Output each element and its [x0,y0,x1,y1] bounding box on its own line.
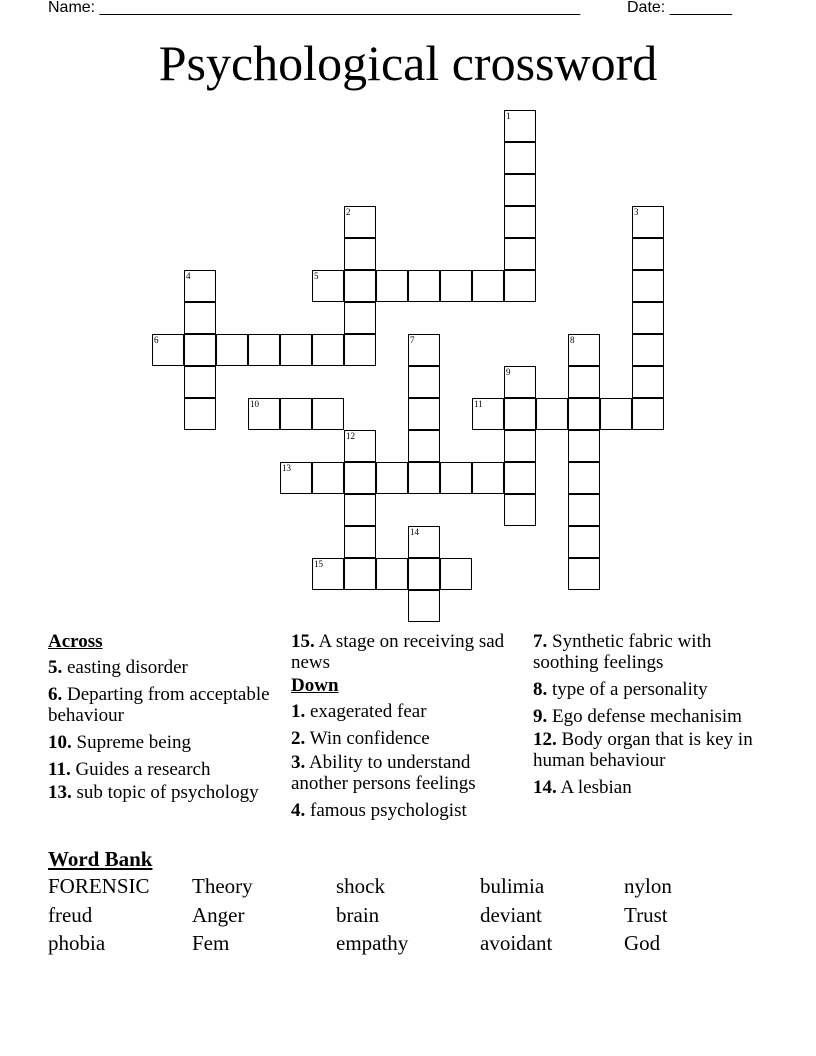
clue-number: 12 [346,431,355,441]
clues-column-3 [533,631,773,804]
crossword-cell[interactable] [344,334,376,366]
down-clue-12: 12. Body organ that is key in human behaviour [533,729,753,771]
crossword-cell[interactable] [312,398,344,430]
crossword-cell[interactable] [408,590,440,622]
crossword-cell[interactable] [504,398,536,430]
clue-number: 8 [570,335,575,345]
word-bank-word: freud [48,903,93,927]
crossword-cell[interactable] [248,334,280,366]
crossword-cell[interactable] [376,270,408,302]
word-bank-word: avoidant [480,931,553,955]
crossword-cell[interactable] [440,462,472,494]
crossword-cell[interactable] [344,270,376,302]
across-clue-11: 11. Guides a research [48,759,211,780]
crossword-cell[interactable] [568,430,600,462]
crossword-cell[interactable] [504,238,536,270]
crossword-cell[interactable] [632,398,664,430]
crossword-cell[interactable] [504,174,536,206]
crossword-cell[interactable] [632,206,664,238]
crossword-cell[interactable] [408,430,440,462]
crossword-cell[interactable] [568,462,600,494]
crossword-cell[interactable] [344,462,376,494]
crossword-cell[interactable] [280,334,312,366]
crossword-cell[interactable] [280,462,312,494]
word-bank-title: Word Bank [48,847,153,871]
crossword-cell[interactable] [312,462,344,494]
down-clue-4: 4. famous psychologist [291,800,467,821]
crossword-cell[interactable] [184,270,216,302]
word-bank-word: God [624,931,661,955]
down-clue-3: 3. Ability to understand another persons feelings [291,752,476,794]
down-clue-7: 7. Synthetic fabric with soothing feelings [533,631,712,673]
word-bank-word: brain [336,903,380,927]
clue-number: 1 [506,111,511,121]
crossword-cell[interactable] [504,270,536,302]
clue-number: 5 [314,271,319,281]
clue-number: 11 [474,399,483,409]
clue-number: 4 [186,271,191,281]
crossword-cell[interactable] [312,334,344,366]
crossword-cell[interactable] [376,462,408,494]
crossword-cell[interactable] [312,270,344,302]
crossword-cell[interactable] [536,398,568,430]
word-bank-word: deviant [480,903,542,927]
crossword-cell[interactable] [632,334,664,366]
crossword-cell[interactable] [504,206,536,238]
crossword-cell[interactable] [504,366,536,398]
down-clue-8: 8. type of a personality [533,679,708,700]
word-bank-word: Theory [192,874,253,898]
crossword-cell[interactable] [152,334,184,366]
word-bank-word: Trust [624,903,668,927]
clue-number: 15 [314,559,323,569]
crossword-cell[interactable] [184,366,216,398]
across-heading: Across [48,631,103,652]
clue-number: 13 [282,463,291,473]
word-bank-word: nylon [624,874,672,898]
clue-number: 14 [410,527,419,537]
crossword-cell[interactable] [504,110,536,142]
across-clue-15: 15. A stage on receiving sad news [291,631,505,673]
crossword-cell[interactable] [472,270,504,302]
down-heading: Down [291,675,339,696]
across-clue-10: 10. Supreme being [48,732,192,753]
down-clue-1: 1. exagerated fear [291,701,427,722]
name-field-label: Name: ______________________________________________________ [48,0,581,16]
crossword-cell[interactable] [632,366,664,398]
crossword-cell[interactable] [408,334,440,366]
crossword-cell[interactable] [344,302,376,334]
clue-number: 2 [346,207,351,217]
crossword-cell[interactable] [472,462,504,494]
crossword-cell[interactable] [600,398,632,430]
crossword-cell[interactable] [632,270,664,302]
crossword-cell[interactable] [408,526,440,558]
word-bank-word: bulimia [480,874,545,898]
across-clue-5: 5. easting disorder [48,657,188,678]
word-bank-word: Fem [192,931,230,955]
word-bank-word: shock [336,874,385,898]
crossword-cell[interactable] [184,398,216,430]
page-title: Psychological crossword [158,35,658,91]
crossword-cell[interactable] [408,270,440,302]
crossword-cell[interactable] [280,398,312,430]
crossword-cell[interactable] [408,558,440,590]
clues-column-2 [291,631,521,827]
down-clue-9: 9. Ego defense mechanisim [533,706,742,727]
word-bank-word: Anger [192,903,245,927]
crossword-cell[interactable] [344,494,376,526]
across-clue-6: 6. Departing from acceptable behaviour [48,684,270,726]
down-clue-14: 14. A lesbian [533,777,632,798]
crossword-cell[interactable] [504,430,536,462]
crossword-cell[interactable] [344,206,376,238]
word-bank-word: empathy [336,931,409,955]
crossword-cell[interactable] [632,302,664,334]
clue-number: 7 [410,335,415,345]
crossword-cell[interactable] [504,142,536,174]
crossword-cell[interactable] [568,398,600,430]
crossword-cell[interactable] [472,398,504,430]
crossword-cell[interactable] [344,430,376,462]
crossword-cell[interactable] [216,334,248,366]
crossword-cell[interactable] [408,366,440,398]
crossword-cell[interactable] [376,558,408,590]
crossword-cell[interactable] [344,526,376,558]
crossword-cell[interactable] [440,558,472,590]
crossword-cell[interactable] [344,238,376,270]
crossword-cell[interactable] [568,366,600,398]
crossword-cell[interactable] [504,494,536,526]
crossword-cell[interactable] [248,398,280,430]
word-bank-word: FORENSIC [48,874,150,898]
clue-number: 9 [506,367,511,377]
word-bank-word: phobia [48,931,106,955]
crossword-cell[interactable] [568,558,600,590]
clue-number: 10 [250,399,259,409]
across-clue-13: 13. sub topic of psychology [48,782,259,803]
clue-number: 6 [154,335,159,345]
crossword-cell[interactable] [568,334,600,366]
crossword-cell[interactable] [408,462,440,494]
crossword-cell[interactable] [632,238,664,270]
clue-number: 3 [634,207,639,217]
crossword-cell[interactable] [312,558,344,590]
crossword-cell[interactable] [440,270,472,302]
crossword-cell[interactable] [568,494,600,526]
down-clue-2: 2. Win confidence [291,728,430,749]
crossword-cell[interactable] [184,334,216,366]
crossword-cell[interactable] [568,526,600,558]
crossword-cell[interactable] [184,302,216,334]
clues-column-1 [48,631,278,809]
crossword-cell[interactable] [344,558,376,590]
crossword-cell[interactable] [408,398,440,430]
date-field-label: Date: _______ [627,0,732,16]
crossword-cell[interactable] [504,462,536,494]
